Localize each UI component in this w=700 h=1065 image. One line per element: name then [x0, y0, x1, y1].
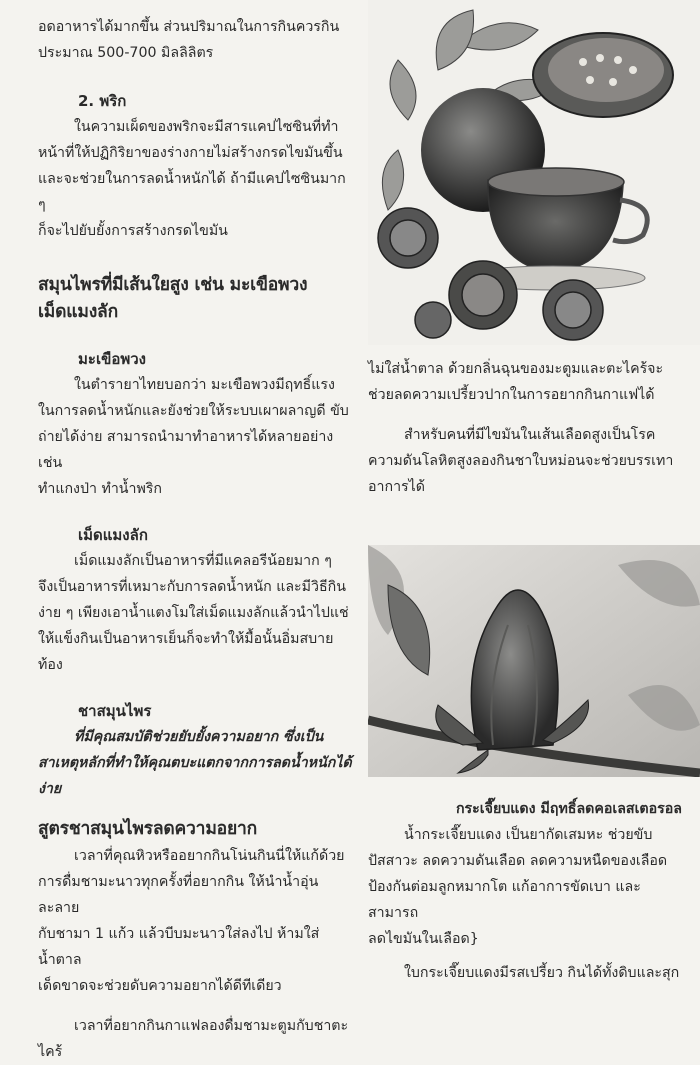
body-line: ลดไขมันในเลือด} — [368, 931, 479, 947]
body-line: ไม่ใส่น้ำตาล ด้วยกลิ่นฉุนของมะตูมและตะไคร้จะ — [368, 361, 664, 377]
body-line: ก็จะไปยับยั้งการสร้างกรดไขมัน — [38, 223, 228, 239]
body-line: ใบกระเจี๊ยบแดงมีรสเปรี้ยว กินได้ทั้งดิบและสุก — [404, 965, 680, 981]
roselle-flower-photo — [368, 545, 700, 777]
body-line: ป้องกันต่อมลูกหมากโต แก้อาการขัดเบา และสามารถ — [368, 879, 641, 921]
body-line: ในตำรายาไทยบอกว่า มะเขือพวงมีฤทธิ์แรง — [74, 377, 335, 393]
maenglak-heading: เม็ดแมงลัก — [78, 526, 148, 544]
section2-heading: 2. พริก — [78, 92, 127, 110]
body-line: เวลาที่อยากกินกาแฟลองดื่มชามะตูมกับชาตะไคร้ — [38, 1018, 349, 1060]
fiber-heading: สมุนไพรที่มีเส้นใยสูง เช่น มะเขือพวง — [38, 275, 308, 295]
body-line: ในความเผ็ดของพริกจะมีสารแคปไซซินที่ทำ — [74, 119, 339, 135]
body-line: ในการลดน้ำหนักและยังช่วยให้ระบบเผาผลาญดี ขับ — [38, 403, 349, 419]
makhuea-heading: มะเขือพวง — [78, 350, 146, 368]
body-line: ง่าย — [38, 781, 62, 797]
body-line: และจะช่วยในการลดน้ำหนักได้ ถ้ามีแคปไซซินมาก ๆ — [38, 171, 346, 213]
intro-line: ประมาณ 500-700 มิลลิลิตร — [38, 45, 214, 61]
body-line: ให้แข็งกินเป็นอาหารเย็นก็จะทำให้มื้อนั้นอิ่มสบายท้อง — [38, 631, 334, 673]
left-column — [38, 14, 356, 1065]
right-column-upper — [368, 356, 684, 500]
body-line: เวลาที่คุณหิวหรืออยากกินโน่นกินนี่ให้แก้ด้วย — [74, 848, 345, 864]
body-line: เด็ดขาดจะช่วยดับความอยากได้ดีทีเดียว — [38, 978, 282, 994]
body-line: สำหรับคนที่มีไขมันในเส้นเลือดสูงเป็นโรค — [404, 427, 656, 443]
body-line: ถ่ายได้ง่าย สามารถนำมาทำอาหารได้หลายอย่าง เช่น — [38, 429, 334, 471]
body-line: ช่วยลดความเปรี้ยวปากในการอยากกินกาแฟได้ — [368, 387, 655, 403]
fiber-heading: เม็ดแมงลัก — [38, 302, 118, 322]
body-line: ที่มีคุณสมบัติช่วยยับยั้งความอยาก ซึ่งเป็น — [74, 729, 324, 745]
body-line: หน้าที่ให้ปฏิกิริยาของร่างกายไม่สร้างกรดไขมันขึ้น — [38, 145, 343, 161]
body-line: การดื่มชามะนาวทุกครั้งที่อยากกิน ให้นำน้ำอุ่นละลาย — [38, 874, 319, 916]
body-line: ทำแกงป่า ทำน้ำพริก — [38, 481, 163, 497]
body-line: ปัสสาวะ ลดความดันเลือด ลดความหนืดของเลือด — [368, 853, 668, 869]
recipe-heading: สูตรชาสมุนไพรลดความอยาก — [38, 819, 258, 839]
roselle-heading: กระเจี๊ยบแดง มีฤทธิ์ลดคอเลสเตอรอล — [455, 801, 682, 817]
body-line: อาการได้ — [368, 479, 426, 495]
body-line: จึงเป็นอาหารที่เหมาะกับการลดน้ำหนัก และมีวิธีกิน — [38, 579, 346, 595]
body-line: กับชามา 1 แก้ว แล้วบีบมะนาวใส่ลงไป ห้ามใส่น้ำตาล — [38, 926, 320, 968]
body-line: ความดันโลหิตสูงลองกินชาใบหม่อนจะช่วยบรรเทา — [368, 453, 674, 469]
bael-fruit-tea-illustration — [368, 0, 700, 345]
body-line: เม็ดแมงลักเป็นอาหารที่มีแคลอรีน้อยมาก ๆ — [74, 553, 332, 569]
body-line: น้ำกระเจี๊ยบแดง เป็นยากัดเสมหะ ช่วยขับ — [404, 827, 653, 843]
herbal-tea-heading: ชาสมุนไพร — [78, 702, 152, 720]
right-column-lower — [368, 796, 682, 986]
body-line: ง่าย ๆ เพียงเอาน้ำแตงโมใส่เม็ดแมงลักแล้วนำไปแช่ — [38, 605, 349, 621]
intro-line: อดอาหารได้มากขึ้น ส่วนปริมาณในการกินควรกิน — [38, 19, 340, 35]
body-line: สาเหตุหลักที่ทำให้คุณตบะแตกจากการลดน้ำหนักได้ — [38, 755, 352, 771]
